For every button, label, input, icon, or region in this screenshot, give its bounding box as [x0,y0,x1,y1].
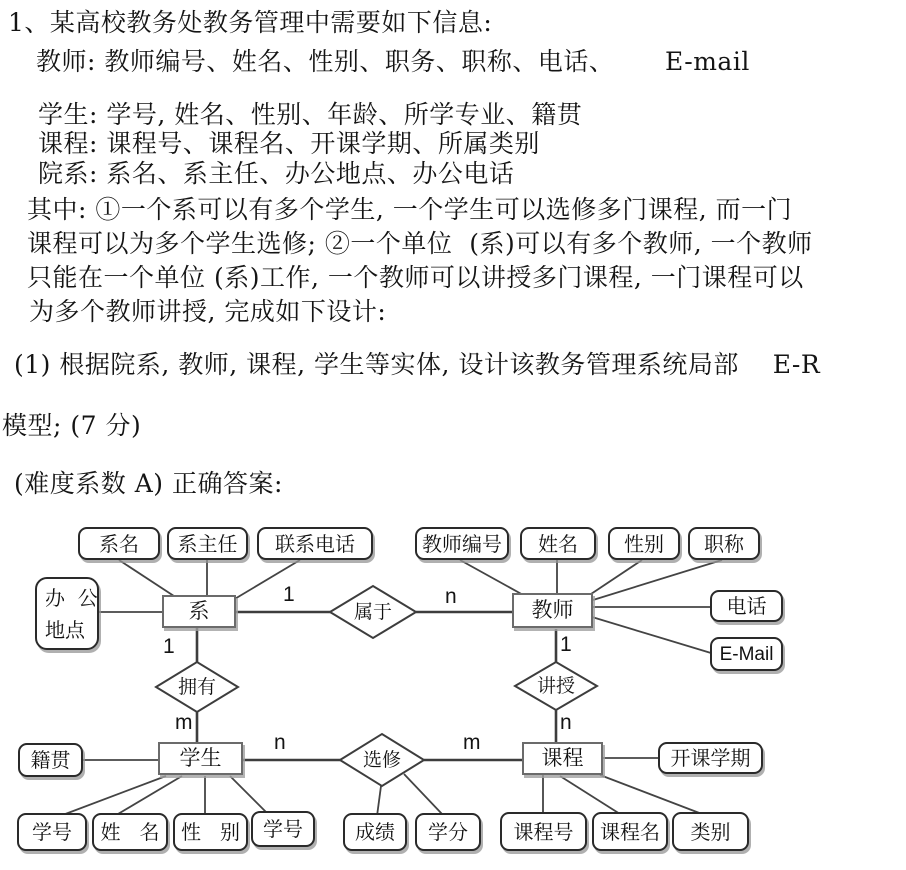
cardinality-teacher-teach: 1 [560,633,572,656]
attr-box-teacher-title: 职称 [688,527,760,560]
office-location-line1: 办 公 [45,585,98,610]
cardinality-student-own: m [175,711,193,734]
entity-box-student: 学生 [158,742,243,775]
attr-box-student-id2: 学号 [251,811,315,847]
attr-box-course-name: 课程名 [592,812,668,851]
relation-label-elect: 选修 [362,749,401,771]
student-info-line: 学生: 学号, 姓名、性别、年龄、所学专业、籍贯 [38,100,583,129]
answer-heading-line: (难度系数 A) 正确答案: [14,469,283,498]
constraint-line-3: 只能在一个单位 (系)工作, 一个教师可以讲授多门课程, 一门课程可以 [27,263,804,292]
attr-box-category: 类别 [672,812,749,851]
constraint-line-2: 课程可以为多个学生选修; ②一个单位 (系)可以有多个教师, 一个教师 [27,229,813,258]
attr-box-student-id: 学号 [17,813,87,851]
line-course-category [600,775,702,814]
task-line-2: 模型; (7 分) [2,411,142,440]
line-teacherid-teacher [460,560,525,596]
entity-box-teacher: 教师 [512,593,593,628]
constraint-line-4: 为多个教师讲授, 完成如下设计: [29,297,387,326]
attr-box-course-id: 课程号 [500,812,587,851]
line-elect-credit [404,774,442,814]
entity-box-course: 课程 [522,742,603,775]
attr-box-native-place: 籍贯 [18,743,83,777]
attr-box-student-gender: 性 别 [173,813,248,851]
problem-title-line: 1、某高校教务处教务管理中需要如下信息: [8,8,493,37]
line-teacher-email [592,617,711,653]
attr-box-teacher-email: E-Mail [710,637,783,671]
attr-box-office-location [35,577,99,650]
line-gender-teacher [588,560,642,596]
attr-box-dept-head: 系主任 [167,527,248,560]
attr-box-teacher-id: 教师编号 [415,527,509,560]
cardinality-student-elect: n [274,731,286,754]
task-line-1: (1) 根据院系, 教师, 课程, 学生等实体, 设计该教务管理系统局部 E-R [14,350,821,379]
attr-box-student-name: 姓 名 [92,813,168,851]
attr-box-dept-name: 系名 [78,527,160,560]
line-student-studentid2 [230,776,268,814]
cardinality-dept-belong: 1 [283,583,295,606]
cardinality-dept-own: 1 [163,635,175,658]
office-location-line2: 地点 [45,617,85,642]
line-course-coursename [560,776,620,814]
relation-label-teach: 讲授 [536,675,575,697]
constraint-line-1: 其中: ①一个系可以有多个学生, 一个学生可以选修多门课程, 而一门 [27,195,793,224]
dept-info-line: 院系: 系名、系主任、办公地点、办公电话 [38,159,515,188]
cardinality-course-teach: n [560,711,572,734]
attr-box-credit: 学分 [415,813,481,851]
attr-box-teacher-gender: 性别 [608,527,680,560]
teacher-info-line: 教师: 教师编号、姓名、性别、职务、职称、电话、 E-mail [36,47,750,76]
relation-label-own: 拥有 [177,676,216,698]
line-deptname-dept [119,560,180,600]
attr-box-score: 成绩 [343,813,407,851]
line-student-studentid [60,776,166,816]
relation-label-belong: 属于 [353,601,392,623]
attr-box-contact-phone: 联系电话 [257,527,373,560]
cardinality-teacher-belong: n [445,585,457,608]
attr-box-teacher-phone: 电话 [710,590,783,622]
entity-box-dept: 系 [162,595,236,628]
attr-box-teacher-name: 姓名 [520,527,596,560]
line-elect-score [377,786,381,816]
cardinality-course-elect: m [463,731,481,754]
attr-box-semester: 开课学期 [658,742,763,774]
course-info-line: 课程: 课程号、课程名、开课学期、所属类别 [38,129,540,158]
